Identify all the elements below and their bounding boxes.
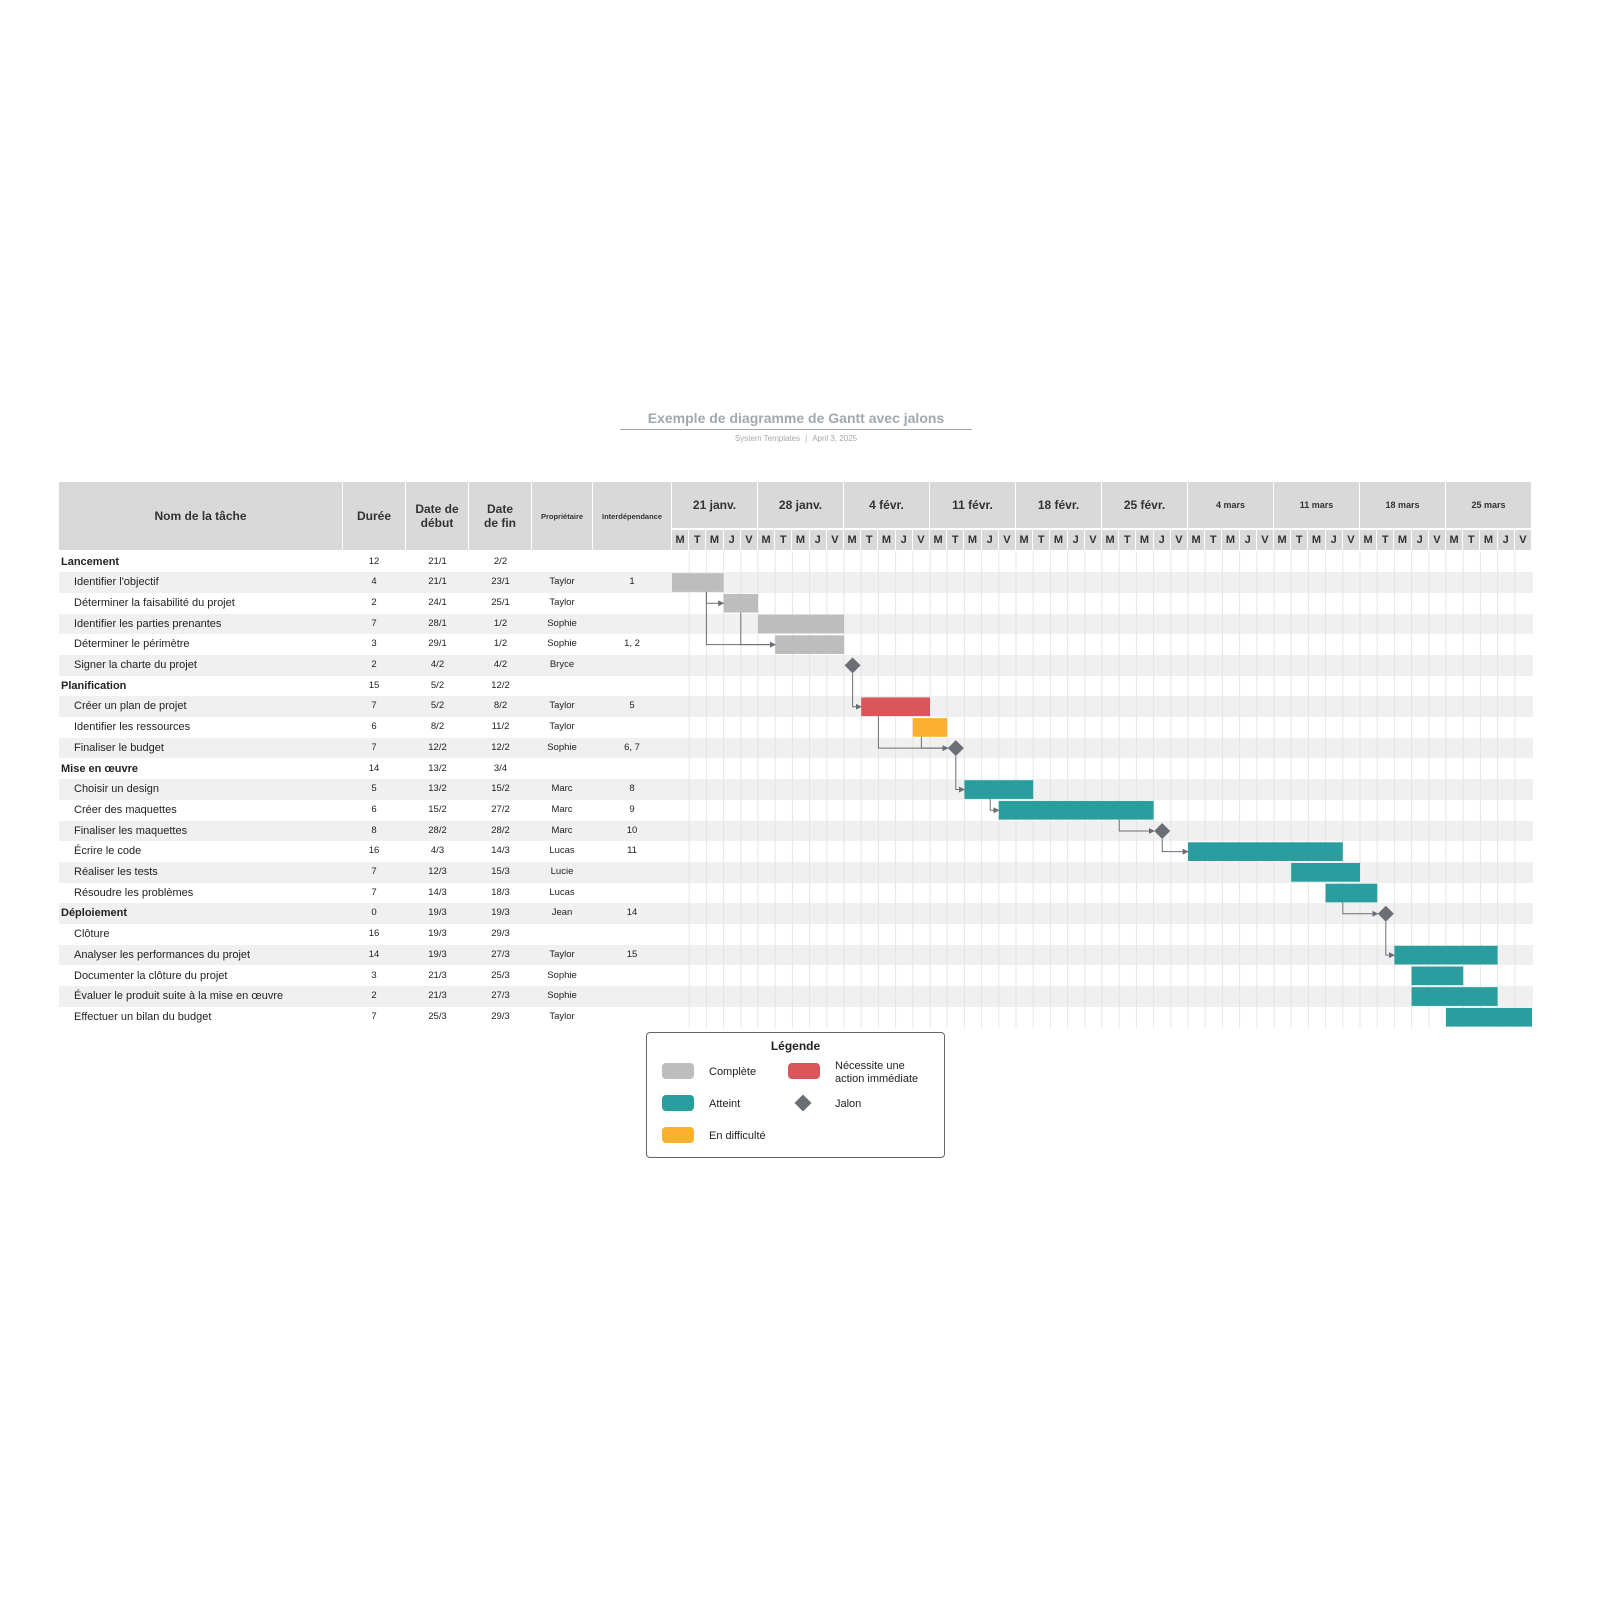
task-start-date: 21/3 — [428, 990, 447, 1002]
subtitle-author: System Templates — [734, 434, 801, 443]
task-dependency: 1 — [629, 576, 635, 588]
task-end-date: 3/4 — [493, 762, 508, 774]
dependency-connector — [1386, 922, 1395, 955]
task-start-date: 12/3 — [428, 866, 447, 877]
day-header: J — [724, 530, 741, 550]
task-bar-achieved — [1412, 987, 1498, 1006]
week-header: 11 févr. — [930, 482, 1016, 528]
day-header: M — [1480, 530, 1497, 550]
task-bar-urgent — [861, 697, 930, 716]
task-bar-difficulty — [913, 718, 947, 737]
task-dependency: 14 — [626, 907, 638, 919]
task-owner: Lucas — [549, 886, 575, 898]
task-bar-achieved — [1412, 967, 1464, 986]
header-owner: Propriétaire — [532, 482, 592, 550]
task-end-date: 19/3 — [491, 907, 510, 919]
day-header: V — [1343, 530, 1360, 550]
task-duration: 5 — [371, 783, 377, 795]
task-end-date: 15/2 — [491, 783, 510, 795]
task-name: Identifier l'objectif — [74, 576, 159, 589]
task-owner: Sophie — [547, 741, 577, 753]
day-header: J — [810, 530, 827, 550]
task-bar-achieved — [964, 780, 1033, 799]
week-header: 11 mars — [1274, 482, 1360, 528]
task-end-date: 12/2 — [491, 741, 510, 753]
task-name: Analyser les performances du projet — [74, 948, 251, 961]
task-name: Évaluer le produit suite à la mise en œuvre — [74, 990, 284, 1003]
task-end-date: 29/3 — [491, 1010, 510, 1022]
task-name: Identifier les parties prenantes — [74, 617, 222, 630]
task-start-date: 13/2 — [428, 762, 447, 774]
day-header: M — [1136, 530, 1153, 550]
task-end-date: 1/2 — [493, 617, 508, 629]
task-duration: 0 — [371, 907, 377, 919]
task-dependency: 15 — [626, 948, 638, 960]
task-owner: Taylor — [549, 1010, 575, 1022]
day-header: M — [1274, 530, 1291, 550]
day-header: V — [741, 530, 758, 550]
task-owner: Sophie — [547, 990, 577, 1002]
task-duration: 14 — [368, 762, 380, 774]
task-end-date: 14/3 — [491, 845, 510, 857]
subtitle-separator: | — [805, 434, 808, 443]
task-end-date: 29/3 — [491, 928, 510, 940]
task-duration: 7 — [371, 886, 377, 898]
milestone-diamond — [948, 740, 964, 756]
day-header: M — [844, 530, 861, 550]
day-header: T — [1033, 530, 1050, 550]
dependency-connector — [956, 756, 965, 789]
task-owner: Taylor — [549, 700, 575, 712]
task-end-date: 15/3 — [491, 866, 510, 877]
task-end-date: 28/2 — [491, 824, 510, 836]
task-duration: 16 — [368, 845, 380, 857]
legend-label-achieved: Atteint — [709, 1098, 741, 1110]
task-end-date: 25/1 — [491, 596, 510, 608]
subtitle-date: April 3, 2025 — [812, 434, 858, 443]
task-start-date: 4/2 — [430, 659, 445, 670]
day-header: T — [947, 530, 964, 550]
legend-swatch-complete — [662, 1063, 694, 1079]
day-header: M — [1016, 530, 1033, 550]
task-name: Créer des maquettes — [74, 803, 177, 816]
day-header: M — [1222, 530, 1239, 550]
task-start-date: 24/1 — [428, 596, 447, 608]
task-duration: 7 — [371, 700, 377, 712]
task-bar-complete — [724, 594, 758, 613]
week-header: 25 févr. — [1102, 482, 1188, 528]
task-name: Planification — [61, 679, 127, 692]
task-start-date: 25/3 — [428, 1010, 447, 1022]
task-bar-achieved — [1446, 1008, 1532, 1027]
task-name: Finaliser le budget — [74, 741, 164, 754]
week-header: 25 mars — [1446, 482, 1532, 528]
day-header: V — [1171, 530, 1188, 550]
day-header: M — [792, 530, 809, 550]
week-header: 18 mars — [1360, 482, 1446, 528]
task-name: Mise en œuvre — [61, 762, 139, 775]
task-name: Créer un plan de projet — [74, 700, 187, 713]
week-header: 4 mars — [1188, 482, 1274, 528]
day-header: M — [1308, 530, 1325, 550]
task-dependency: 6, 7 — [624, 741, 640, 753]
task-owner: Taylor — [549, 721, 575, 733]
task-name: Clôture — [74, 928, 110, 941]
day-header: V — [827, 530, 844, 550]
task-start-date: 15/2 — [428, 803, 447, 815]
task-name: Effectuer un bilan du budget — [74, 1010, 212, 1023]
task-duration: 12 — [368, 555, 380, 567]
task-duration: 15 — [368, 679, 380, 691]
task-name: Lancement — [61, 555, 120, 568]
legend-title: Légende — [770, 1039, 821, 1053]
day-header: T — [1463, 530, 1480, 550]
task-dependency: 11 — [627, 845, 637, 857]
day-header: T — [1291, 530, 1308, 550]
task-owner: Sophie — [547, 969, 577, 981]
week-header: 21 janv. — [672, 482, 758, 528]
task-start-date: 19/3 — [428, 928, 447, 940]
task-bar-achieved — [1394, 946, 1497, 965]
legend-label-milestone: Jalon — [835, 1098, 862, 1110]
task-duration: 7 — [371, 617, 377, 629]
task-duration: 16 — [368, 928, 380, 940]
task-duration: 2 — [371, 596, 377, 608]
task-dependency: 8 — [629, 783, 635, 795]
milestone-diamond — [845, 657, 861, 673]
task-duration: 7 — [371, 1010, 377, 1022]
task-duration: 3 — [371, 969, 377, 981]
header-end-date: Date de fin — [469, 482, 531, 550]
task-bar-complete — [775, 635, 844, 654]
task-name: Choisir un design — [74, 783, 159, 796]
legend-label-difficulty: En difficulté — [709, 1130, 766, 1142]
task-start-date: 28/1 — [428, 617, 447, 629]
task-end-date: 8/2 — [493, 700, 508, 712]
day-header: M — [1394, 530, 1411, 550]
task-owner: Taylor — [549, 576, 575, 588]
day-header: M — [878, 530, 895, 550]
day-header: V — [999, 530, 1016, 550]
task-name: Documenter la clôture du projet — [74, 969, 228, 982]
task-owner: Sophie — [547, 638, 577, 650]
day-header: J — [1240, 530, 1257, 550]
dependency-connector — [706, 592, 723, 603]
task-end-date: 27/3 — [491, 990, 510, 1002]
day-header: J — [1326, 530, 1343, 550]
day-header: M — [1446, 530, 1463, 550]
dependency-connector — [1162, 839, 1188, 852]
task-end-date: 12/2 — [491, 679, 510, 691]
task-name: Signer la charte du projet — [74, 659, 197, 671]
day-header: M — [672, 530, 689, 550]
task-end-date: 25/3 — [491, 969, 510, 981]
task-duration: 6 — [371, 721, 377, 733]
legend-milestone-icon — [795, 1095, 812, 1112]
legend-swatch-difficulty — [662, 1127, 694, 1143]
task-name: Résoudre les problèmes — [74, 886, 194, 899]
day-header: M — [1188, 530, 1205, 550]
day-header: T — [861, 530, 878, 550]
legend-swatch-achieved — [662, 1095, 694, 1111]
task-bar-achieved — [1326, 884, 1378, 903]
task-start-date: 13/2 — [428, 783, 447, 795]
task-start-date: 5/2 — [430, 700, 445, 712]
day-header: T — [775, 530, 792, 550]
legend-label-complete: Complète — [709, 1066, 757, 1078]
task-owner: Taylor — [549, 948, 575, 960]
header-task-name: Nom de la tâche — [59, 482, 342, 550]
task-duration: 6 — [371, 803, 377, 815]
day-header: T — [1205, 530, 1222, 550]
task-name: Écrire le code — [74, 845, 142, 858]
task-bar-achieved — [1188, 842, 1343, 861]
day-header: J — [1498, 530, 1515, 550]
task-end-date: 4/2 — [493, 659, 508, 670]
task-duration: 4 — [371, 576, 377, 588]
task-owner: Marc — [551, 803, 573, 815]
task-start-date: 21/1 — [428, 555, 447, 567]
day-header: M — [1050, 530, 1067, 550]
task-bar-complete — [758, 615, 844, 634]
task-duration: 2 — [371, 659, 377, 670]
day-header: V — [1515, 530, 1532, 550]
task-start-date: 19/3 — [428, 907, 447, 919]
day-header: V — [913, 530, 930, 550]
task-end-date: 1/2 — [493, 638, 508, 650]
day-header: T — [689, 530, 706, 550]
task-end-date: 27/3 — [491, 948, 510, 960]
task-start-date: 21/3 — [428, 969, 447, 981]
task-duration: 7 — [371, 741, 377, 753]
task-end-date: 23/1 — [491, 576, 510, 588]
day-header: T — [1377, 530, 1394, 550]
task-end-date: 2/2 — [493, 555, 508, 567]
task-bar-achieved — [1291, 863, 1360, 882]
task-bar-complete — [672, 573, 724, 592]
milestone-diamond — [1378, 906, 1394, 922]
day-header: T — [1119, 530, 1136, 550]
day-header: M — [930, 530, 947, 550]
task-owner: Marc — [551, 824, 573, 836]
day-header: J — [1412, 530, 1429, 550]
legend-label-urgent: Nécessite une action immédiate — [835, 1060, 919, 1085]
dependency-connector — [921, 737, 947, 748]
day-header: M — [758, 530, 775, 550]
task-duration: 8 — [371, 824, 377, 836]
task-bar-achieved — [999, 801, 1154, 820]
task-end-date: 27/2 — [491, 803, 510, 815]
task-start-date: 12/2 — [428, 741, 447, 753]
header-dependency: Interdépendance — [593, 482, 671, 550]
day-header: J — [1068, 530, 1085, 550]
week-header: 28 janv. — [758, 482, 844, 528]
task-start-date: 14/3 — [428, 886, 447, 898]
day-header: J — [1154, 530, 1171, 550]
task-owner: Sophie — [547, 617, 577, 629]
task-start-date: 19/3 — [428, 948, 447, 960]
task-start-date: 4/3 — [430, 845, 445, 857]
task-start-date: 5/2 — [430, 679, 445, 691]
task-dependency: 5 — [629, 700, 635, 712]
task-owner: Lucie — [550, 866, 574, 877]
task-start-date: 28/2 — [428, 824, 447, 836]
document-title: Exemple de diagramme de Gantt avec jalons — [620, 410, 972, 430]
task-name: Déterminer le périmètre — [74, 638, 190, 651]
task-owner: Lucas — [549, 845, 575, 857]
day-header: M — [964, 530, 981, 550]
dependency-connector — [853, 673, 862, 706]
legend-swatch-urgent — [788, 1063, 820, 1079]
task-owner: Taylor — [549, 596, 575, 608]
task-name: Déploiement — [61, 907, 128, 920]
task-owner: Bryce — [549, 659, 575, 670]
task-dependency: 10 — [626, 824, 638, 836]
header-start-date: Date de début — [406, 482, 468, 550]
day-header: M — [1102, 530, 1119, 550]
task-duration: 3 — [371, 638, 377, 650]
dependency-connector — [990, 799, 999, 810]
day-header: J — [982, 530, 999, 550]
day-header: V — [1257, 530, 1274, 550]
day-header: J — [896, 530, 913, 550]
task-owner: Marc — [551, 783, 573, 795]
task-name: Déterminer la faisabilité du projet — [74, 596, 235, 609]
week-header: 4 févr. — [844, 482, 930, 528]
day-header: M — [706, 530, 723, 550]
task-dependency: 9 — [629, 803, 635, 815]
header-duration: Durée — [343, 482, 405, 550]
task-start-date: 8/2 — [430, 721, 445, 733]
task-name: Réaliser les tests — [74, 866, 158, 878]
task-duration: 2 — [371, 990, 377, 1002]
task-name: Identifier les ressources — [74, 721, 191, 734]
task-start-date: 29/1 — [428, 638, 447, 650]
milestone-diamond — [1154, 823, 1170, 839]
day-header: V — [1085, 530, 1102, 550]
task-dependency: 1, 2 — [624, 638, 640, 650]
legend — [646, 1032, 945, 1158]
task-start-date: 21/1 — [428, 576, 447, 588]
task-duration: 7 — [371, 866, 377, 877]
week-header: 18 févr. — [1016, 482, 1102, 528]
day-header: V — [1429, 530, 1446, 550]
task-end-date: 18/3 — [491, 886, 510, 898]
task-owner: Jean — [551, 907, 573, 919]
day-header: M — [1360, 530, 1377, 550]
task-duration: 14 — [368, 948, 380, 960]
task-name: Finaliser les maquettes — [74, 824, 188, 837]
task-end-date: 11/2 — [491, 721, 510, 733]
